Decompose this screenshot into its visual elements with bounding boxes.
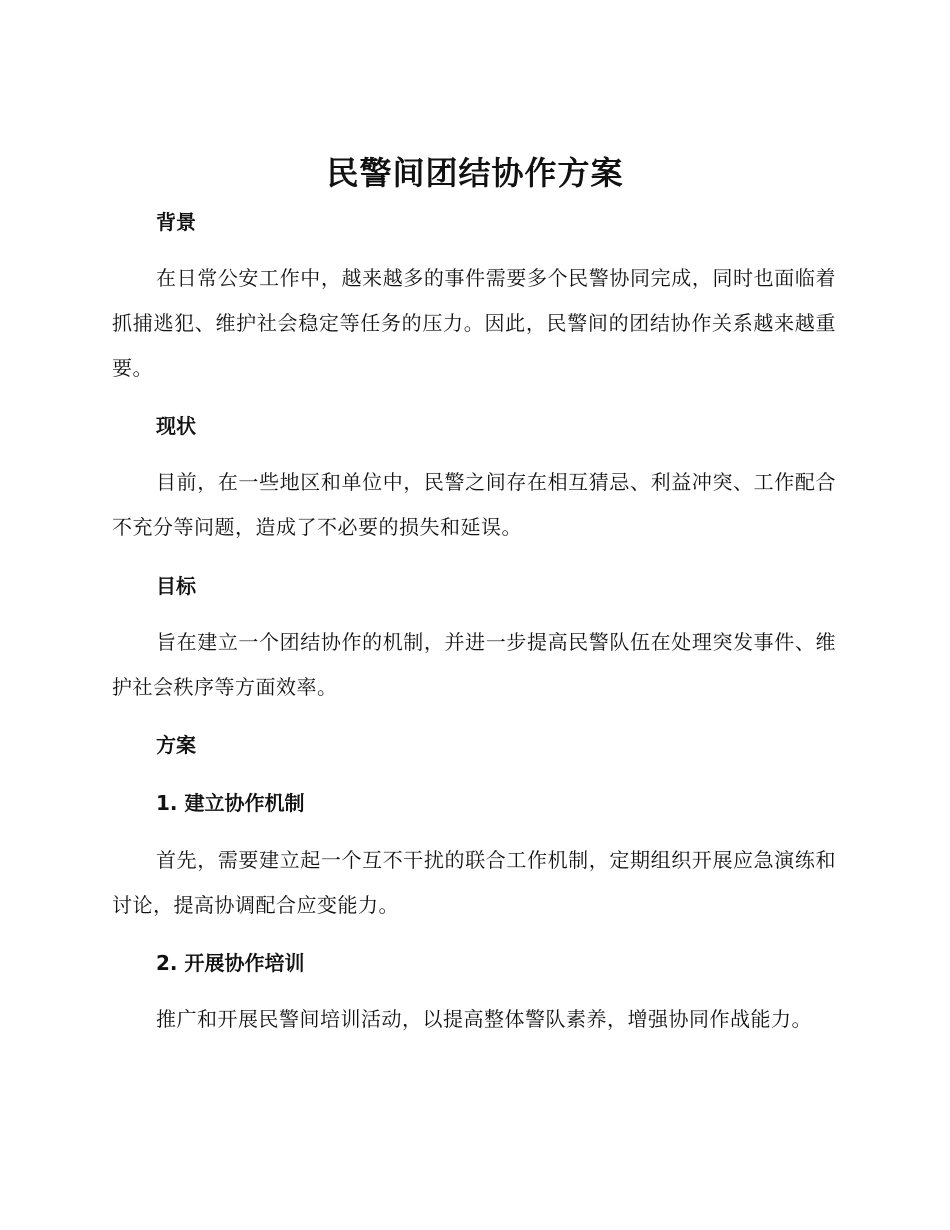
section-paragraph-goal: 旨在建立一个团结协作的机制，并进一步提高民警队伍在处理突发事件、维护社会秩序等方面效率。 xyxy=(112,630,836,699)
section-heading-background: 背景 xyxy=(156,210,196,234)
section-paragraph-background: 在日常公安工作中，越来越多的事件需要多个民警协同完成，同时也面临着抓捕逃犯、维护社会稳定等任务的压力。因此，民警间的团结协作关系越来越重要。 xyxy=(112,266,836,380)
section-paragraph-training: 推广和开展民警间培训活动，以提高整体警队素养，增强协同作战能力。 xyxy=(156,1007,812,1031)
section-heading-mechanism: 1. 建立协作机制 xyxy=(156,791,305,815)
section-heading-status: 现状 xyxy=(156,414,196,438)
document-title: 民警间团结协作方案 xyxy=(326,154,624,192)
section-heading-training: 2. 开展协作培训 xyxy=(156,951,305,975)
section-heading-goal: 目标 xyxy=(156,574,196,598)
section-paragraph-mechanism: 首先，需要建立起一个互不干扰的联合工作机制，定期组织开展应急演练和讨论，提高协调配合应变能力。 xyxy=(112,848,836,917)
section-heading-plan: 方案 xyxy=(156,733,196,757)
section-paragraph-status: 目前，在一些地区和单位中，民警之间存在相互猜忌、利益冲突、工作配合不充分等问题，造成了不必要的损失和延误。 xyxy=(112,470,836,539)
